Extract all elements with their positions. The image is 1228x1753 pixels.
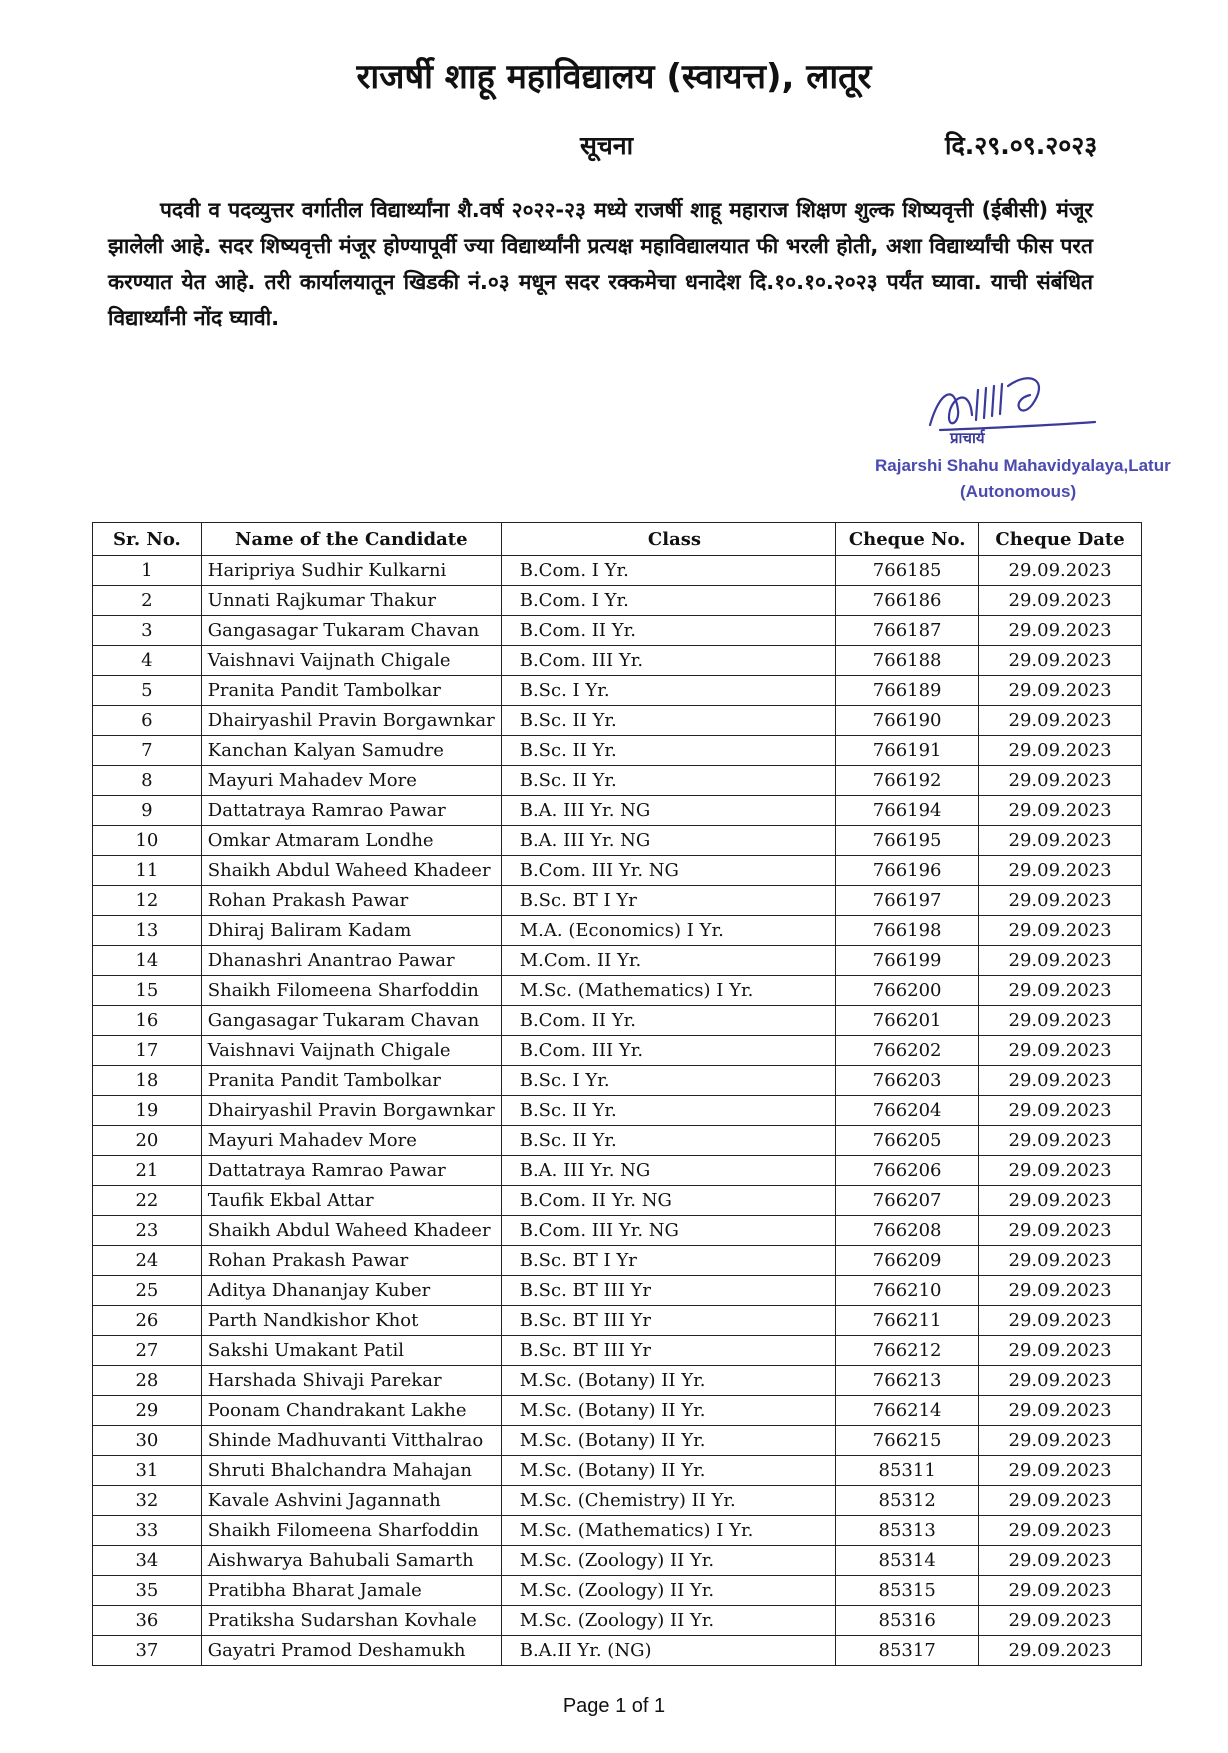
- cell-name: Pratiksha Sudarshan Kovhale: [201, 1606, 501, 1636]
- cell-class: M.Sc. (Botany) II Yr.: [501, 1456, 835, 1486]
- table-row: [93, 1246, 1142, 1276]
- cell-cheque-date: 29.09.2023: [979, 886, 1142, 916]
- cell-sr-no: 5: [93, 676, 202, 706]
- cell-sr-no: 29: [93, 1396, 202, 1426]
- cell-sr-no: 26: [93, 1306, 202, 1336]
- cell-cheque-date: 29.09.2023: [979, 1516, 1142, 1546]
- cell-cheque-no: 766203: [836, 1066, 979, 1096]
- cell-name: Dhairyashil Pravin Borgawnkar: [201, 1096, 501, 1126]
- cell-cheque-date: 29.09.2023: [979, 1306, 1142, 1336]
- cell-cheque-no: 766194: [836, 796, 979, 826]
- cell-class: B.A.II Yr. (NG): [501, 1636, 835, 1666]
- table-row: [93, 1576, 1142, 1606]
- cell-sr-no: 36: [93, 1606, 202, 1636]
- header-sr-no: Sr. No.: [93, 523, 202, 556]
- cell-name: Dattatraya Ramrao Pawar: [201, 796, 501, 826]
- cell-class: B.Com. III Yr. NG: [501, 1216, 835, 1246]
- table-row: [93, 1486, 1142, 1516]
- cell-class: M.Sc. (Zoology) II Yr.: [501, 1606, 835, 1636]
- cell-class: B.Sc. II Yr.: [501, 736, 835, 766]
- cell-cheque-date: 29.09.2023: [979, 916, 1142, 946]
- cell-sr-no: 11: [93, 856, 202, 886]
- cell-name: Dattatraya Ramrao Pawar: [201, 1156, 501, 1186]
- cell-cheque-date: 29.09.2023: [979, 1186, 1142, 1216]
- cell-sr-no: 23: [93, 1216, 202, 1246]
- cell-name: Shaikh Abdul Waheed Khadeer: [201, 1216, 501, 1246]
- cell-name: Gangasagar Tukaram Chavan: [201, 616, 501, 646]
- cell-sr-no: 32: [93, 1486, 202, 1516]
- cell-cheque-no: 766214: [836, 1396, 979, 1426]
- cell-sr-no: 30: [93, 1426, 202, 1456]
- table-row: [93, 1306, 1142, 1336]
- principal-signature-block: [860, 360, 1180, 510]
- cell-cheque-no: 766196: [836, 856, 979, 886]
- cell-name: Aditya Dhananjay Kuber: [201, 1276, 501, 1306]
- cell-sr-no: 18: [93, 1066, 202, 1096]
- cell-cheque-no: 766186: [836, 586, 979, 616]
- cell-cheque-date: 29.09.2023: [979, 1006, 1142, 1036]
- cell-cheque-date: 29.09.2023: [979, 556, 1142, 586]
- header-cheque-no: Cheque No.: [836, 523, 979, 556]
- cell-name: Pranita Pandit Tambolkar: [201, 1066, 501, 1096]
- cell-name: Shaikh Filomeena Sharfoddin: [201, 1516, 501, 1546]
- cell-name: Omkar Atmaram Londhe: [201, 826, 501, 856]
- cell-class: B.Sc. II Yr.: [501, 706, 835, 736]
- cell-class: B.Com. III Yr.: [501, 646, 835, 676]
- cell-cheque-no: 85313: [836, 1516, 979, 1546]
- table-row: [93, 1156, 1142, 1186]
- cell-class: B.Com. II Yr.: [501, 1006, 835, 1036]
- table-row: [93, 1126, 1142, 1156]
- cell-cheque-no: 85315: [836, 1576, 979, 1606]
- cell-cheque-no: 766210: [836, 1276, 979, 1306]
- cell-cheque-date: 29.09.2023: [979, 856, 1142, 886]
- cell-sr-no: 25: [93, 1276, 202, 1306]
- cell-name: Aishwarya Bahubali Samarth: [201, 1546, 501, 1576]
- cell-class: M.A. (Economics) I Yr.: [501, 916, 835, 946]
- cell-cheque-date: 29.09.2023: [979, 676, 1142, 706]
- table-row: [93, 1066, 1142, 1096]
- table-row: [93, 736, 1142, 766]
- cell-sr-no: 7: [93, 736, 202, 766]
- table-row: [93, 886, 1142, 916]
- cell-name: Dhanashri Anantrao Pawar: [201, 946, 501, 976]
- cell-cheque-date: 29.09.2023: [979, 1036, 1142, 1066]
- cell-sr-no: 9: [93, 796, 202, 826]
- cell-cheque-date: 29.09.2023: [979, 1216, 1142, 1246]
- cell-cheque-date: 29.09.2023: [979, 1276, 1142, 1306]
- cell-name: Unnati Rajkumar Thakur: [201, 586, 501, 616]
- table-row: [93, 1546, 1142, 1576]
- cell-name: Shaikh Abdul Waheed Khadeer: [201, 856, 501, 886]
- cell-cheque-no: 766202: [836, 1036, 979, 1066]
- cell-sr-no: 8: [93, 766, 202, 796]
- cell-cheque-no: 766197: [836, 886, 979, 916]
- cell-class: B.Sc. II Yr.: [501, 1126, 835, 1156]
- candidate-table: [92, 522, 1142, 1666]
- cell-name: Parth Nandkishor Khot: [201, 1306, 501, 1336]
- cell-class: B.A. III Yr. NG: [501, 796, 835, 826]
- cell-sr-no: 3: [93, 616, 202, 646]
- cell-cheque-no: 85317: [836, 1636, 979, 1666]
- cell-name: Gayatri Pramod Deshamukh: [201, 1636, 501, 1666]
- cell-sr-no: 16: [93, 1006, 202, 1036]
- cell-name: Dhiraj Baliram Kadam: [201, 916, 501, 946]
- table-row: [93, 1606, 1142, 1636]
- cell-class: B.Sc. BT III Yr: [501, 1306, 835, 1336]
- cell-class: M.Sc. (Botany) II Yr.: [501, 1426, 835, 1456]
- cell-class: B.Sc. BT I Yr: [501, 1246, 835, 1276]
- cell-name: Harshada Shivaji Parekar: [201, 1366, 501, 1396]
- cell-sr-no: 6: [93, 706, 202, 736]
- header-name: Name of the Candidate: [201, 523, 501, 556]
- cell-cheque-date: 29.09.2023: [979, 1456, 1142, 1486]
- cell-cheque-no: 766190: [836, 706, 979, 736]
- cell-class: B.Sc. BT III Yr: [501, 1276, 835, 1306]
- cell-cheque-date: 29.09.2023: [979, 1156, 1142, 1186]
- cell-cheque-no: 766215: [836, 1426, 979, 1456]
- cell-cheque-date: 29.09.2023: [979, 1576, 1142, 1606]
- cell-sr-no: 1: [93, 556, 202, 586]
- table-row: [93, 556, 1142, 586]
- cell-sr-no: 20: [93, 1126, 202, 1156]
- cell-class: M.Sc. (Zoology) II Yr.: [501, 1546, 835, 1576]
- cell-cheque-no: 766200: [836, 976, 979, 1006]
- table-row: [93, 1516, 1142, 1546]
- cell-name: Shruti Bhalchandra Mahajan: [201, 1456, 501, 1486]
- cell-cheque-date: 29.09.2023: [979, 1066, 1142, 1096]
- cell-cheque-no: 766188: [836, 646, 979, 676]
- cell-class: B.Sc. I Yr.: [501, 1066, 835, 1096]
- table-row: [93, 796, 1142, 826]
- cell-cheque-date: 29.09.2023: [979, 1396, 1142, 1426]
- cell-cheque-no: 85316: [836, 1606, 979, 1636]
- cell-cheque-date: 29.09.2023: [979, 976, 1142, 1006]
- cell-cheque-no: 766205: [836, 1126, 979, 1156]
- cell-cheque-date: 29.09.2023: [979, 1486, 1142, 1516]
- cell-cheque-no: 766206: [836, 1156, 979, 1186]
- cell-cheque-date: 29.09.2023: [979, 1636, 1142, 1666]
- cell-name: Shaikh Filomeena Sharfoddin: [201, 976, 501, 1006]
- cell-class: M.Sc. (Chemistry) II Yr.: [501, 1486, 835, 1516]
- cell-sr-no: 33: [93, 1516, 202, 1546]
- table-row: [93, 766, 1142, 796]
- table-row: [93, 1636, 1142, 1666]
- cell-name: Mayuri Mahadev More: [201, 1126, 501, 1156]
- cell-cheque-no: 766201: [836, 1006, 979, 1036]
- cell-class: B.Com. III Yr. NG: [501, 856, 835, 886]
- cell-cheque-date: 29.09.2023: [979, 616, 1142, 646]
- cell-name: Rohan Prakash Pawar: [201, 886, 501, 916]
- cell-name: Kavale Ashvini Jagannath: [201, 1486, 501, 1516]
- cell-sr-no: 17: [93, 1036, 202, 1066]
- cell-cheque-date: 29.09.2023: [979, 796, 1142, 826]
- cell-name: Vaishnavi Vaijnath Chigale: [201, 646, 501, 676]
- cell-name: Rohan Prakash Pawar: [201, 1246, 501, 1276]
- cell-cheque-date: 29.09.2023: [979, 736, 1142, 766]
- cell-cheque-date: 29.09.2023: [979, 586, 1142, 616]
- cell-cheque-no: 766212: [836, 1336, 979, 1366]
- cell-cheque-date: 29.09.2023: [979, 646, 1142, 676]
- table-row: [93, 826, 1142, 856]
- cell-class: B.Sc. I Yr.: [501, 676, 835, 706]
- cell-name: Pratibha Bharat Jamale: [201, 1576, 501, 1606]
- cell-cheque-no: 766199: [836, 946, 979, 976]
- cell-name: Sakshi Umakant Patil: [201, 1336, 501, 1366]
- cell-sr-no: 14: [93, 946, 202, 976]
- cell-cheque-no: 85312: [836, 1486, 979, 1516]
- cell-class: B.Sc. II Yr.: [501, 766, 835, 796]
- cell-class: B.Com. I Yr.: [501, 556, 835, 586]
- college-title: राजर्षी शाहू महाविद्यालय (स्वायत्त), लातूर: [356, 57, 872, 97]
- cell-sr-no: 37: [93, 1636, 202, 1666]
- table-row: [93, 1396, 1142, 1426]
- cell-cheque-date: 29.09.2023: [979, 1426, 1142, 1456]
- header-class: Class: [501, 523, 835, 556]
- notice-heading: सूचना: [580, 131, 634, 160]
- cell-class: M.Sc. (Botany) II Yr.: [501, 1366, 835, 1396]
- cell-sr-no: 2: [93, 586, 202, 616]
- cell-cheque-no: 766191: [836, 736, 979, 766]
- cell-sr-no: 19: [93, 1096, 202, 1126]
- cell-cheque-date: 29.09.2023: [979, 706, 1142, 736]
- cell-name: Poonam Chandrakant Lakhe: [201, 1396, 501, 1426]
- table-row: [93, 1456, 1142, 1486]
- cell-cheque-date: 29.09.2023: [979, 1126, 1142, 1156]
- header-cheque-date: Cheque Date: [979, 523, 1142, 556]
- cell-cheque-no: 766198: [836, 916, 979, 946]
- table-row: [93, 1276, 1142, 1306]
- principal-stamp: प्राचार्य: [950, 429, 985, 447]
- cell-class: M.Sc. (Mathematics) I Yr.: [501, 1516, 835, 1546]
- cell-cheque-date: 29.09.2023: [979, 1096, 1142, 1126]
- cell-class: M.Sc. (Botany) II Yr.: [501, 1396, 835, 1426]
- cell-name: Haripriya Sudhir Kulkarni: [201, 556, 501, 586]
- cell-cheque-date: 29.09.2023: [979, 826, 1142, 856]
- cell-sr-no: 21: [93, 1156, 202, 1186]
- cell-class: B.A. III Yr. NG: [501, 826, 835, 856]
- cell-class: B.Com. II Yr. NG: [501, 1186, 835, 1216]
- table-row: [93, 706, 1142, 736]
- table-row: [93, 1186, 1142, 1216]
- cell-sr-no: 13: [93, 916, 202, 946]
- cell-cheque-no: 766195: [836, 826, 979, 856]
- cell-name: Shinde Madhuvanti Vitthalrao: [201, 1426, 501, 1456]
- cell-sr-no: 10: [93, 826, 202, 856]
- table-row: [93, 856, 1142, 886]
- cell-class: B.Com. I Yr.: [501, 586, 835, 616]
- cell-sr-no: 12: [93, 886, 202, 916]
- table-header-row: [93, 523, 1142, 556]
- cell-cheque-date: 29.09.2023: [979, 946, 1142, 976]
- table-row: [93, 976, 1142, 1006]
- cell-sr-no: 28: [93, 1366, 202, 1396]
- cell-cheque-no: 766209: [836, 1246, 979, 1276]
- table-row: [93, 946, 1142, 976]
- cell-cheque-no: 766204: [836, 1096, 979, 1126]
- cell-class: M.Sc. (Mathematics) I Yr.: [501, 976, 835, 1006]
- table-row: [93, 1006, 1142, 1036]
- page-number: Page 1 of 1: [562, 1695, 666, 1717]
- cell-cheque-date: 29.09.2023: [979, 1546, 1142, 1576]
- cell-class: B.Sc. BT I Yr: [501, 886, 835, 916]
- cell-class: M.Com. II Yr.: [501, 946, 835, 976]
- cell-cheque-no: 766187: [836, 616, 979, 646]
- table-row: [93, 586, 1142, 616]
- cell-class: M.Sc. (Zoology) II Yr.: [501, 1576, 835, 1606]
- cell-sr-no: 34: [93, 1546, 202, 1576]
- cell-cheque-no: 766211: [836, 1306, 979, 1336]
- cell-cheque-no: 85311: [836, 1456, 979, 1486]
- cell-name: Pranita Pandit Tambolkar: [201, 676, 501, 706]
- cell-cheque-date: 29.09.2023: [979, 1246, 1142, 1276]
- table-row: [93, 1336, 1142, 1366]
- cell-class: B.Sc. II Yr.: [501, 1096, 835, 1126]
- table-row: [93, 1216, 1142, 1246]
- cell-name: Vaishnavi Vaijnath Chigale: [201, 1036, 501, 1066]
- cell-cheque-no: 766208: [836, 1216, 979, 1246]
- cell-cheque-no: 85314: [836, 1546, 979, 1576]
- cell-class: B.Com. III Yr.: [501, 1036, 835, 1066]
- stamp-autonomous: (Autonomous): [960, 482, 1077, 501]
- cell-cheque-no: 766207: [836, 1186, 979, 1216]
- cell-sr-no: 31: [93, 1456, 202, 1486]
- cell-name: Dhairyashil Pravin Borgawnkar: [201, 706, 501, 736]
- cell-name: Taufik Ekbal Attar: [201, 1186, 501, 1216]
- table-row: [93, 1426, 1142, 1456]
- cell-sr-no: 35: [93, 1576, 202, 1606]
- table-row: [93, 916, 1142, 946]
- cell-cheque-no: 766189: [836, 676, 979, 706]
- table-row: [93, 1096, 1142, 1126]
- table-row: [93, 616, 1142, 646]
- cell-cheque-date: 29.09.2023: [979, 1366, 1142, 1396]
- cell-sr-no: 27: [93, 1336, 202, 1366]
- cell-sr-no: 24: [93, 1246, 202, 1276]
- notice-body: पदवी व पदव्युत्तर वर्गातील विद्यार्थ्यांना शै.वर्ष २०२२-२३ मध्ये राजर्षी शाहू महाराज शिक्षण शुल्क शिष्यवृत्ती (ईबीसी) मंजूर झालेली आहे. सदर शिष्यवृत्ती मंजूर होण्यापूर्वी ज्या विद्यार्थ्यांनी प्रत्यक्ष महाविद्यालयात फी भरली होती, अशा विद्यार्थ्यांची फीस परत करण्यात येत आहे. तरी कार्यालयातून खिडकी नं.०३ मधून सदर रक्कमेचा धनादेश दि.१०.१०.२०२३ पर्यंत घ्यावा. याची संबंधित विद्यार्थ्यांनी नोंद घ्यावी.: [108, 198, 1093, 330]
- cell-cheque-date: 29.09.2023: [979, 1606, 1142, 1636]
- notice-date: दि.२९.०९.२०२३: [945, 131, 1098, 160]
- cell-cheque-date: 29.09.2023: [979, 766, 1142, 796]
- cell-cheque-date: 29.09.2023: [979, 1336, 1142, 1366]
- cell-sr-no: 22: [93, 1186, 202, 1216]
- cell-name: Gangasagar Tukaram Chavan: [201, 1006, 501, 1036]
- table-row: [93, 1366, 1142, 1396]
- table-row: [93, 1036, 1142, 1066]
- table-row: [93, 676, 1142, 706]
- cell-name: Mayuri Mahadev More: [201, 766, 501, 796]
- cell-cheque-no: 766192: [836, 766, 979, 796]
- cell-cheque-no: 766213: [836, 1366, 979, 1396]
- table-row: [93, 646, 1142, 676]
- cell-class: B.Com. II Yr.: [501, 616, 835, 646]
- cell-name: Kanchan Kalyan Samudre: [201, 736, 501, 766]
- cell-cheque-no: 766185: [836, 556, 979, 586]
- stamp-college-name: Rajarshi Shahu Mahavidyalaya,Latur: [875, 456, 1171, 475]
- cell-sr-no: 15: [93, 976, 202, 1006]
- cell-class: B.A. III Yr. NG: [501, 1156, 835, 1186]
- cell-class: B.Sc. BT III Yr: [501, 1336, 835, 1366]
- table-body: [93, 556, 1142, 1666]
- cell-sr-no: 4: [93, 646, 202, 676]
